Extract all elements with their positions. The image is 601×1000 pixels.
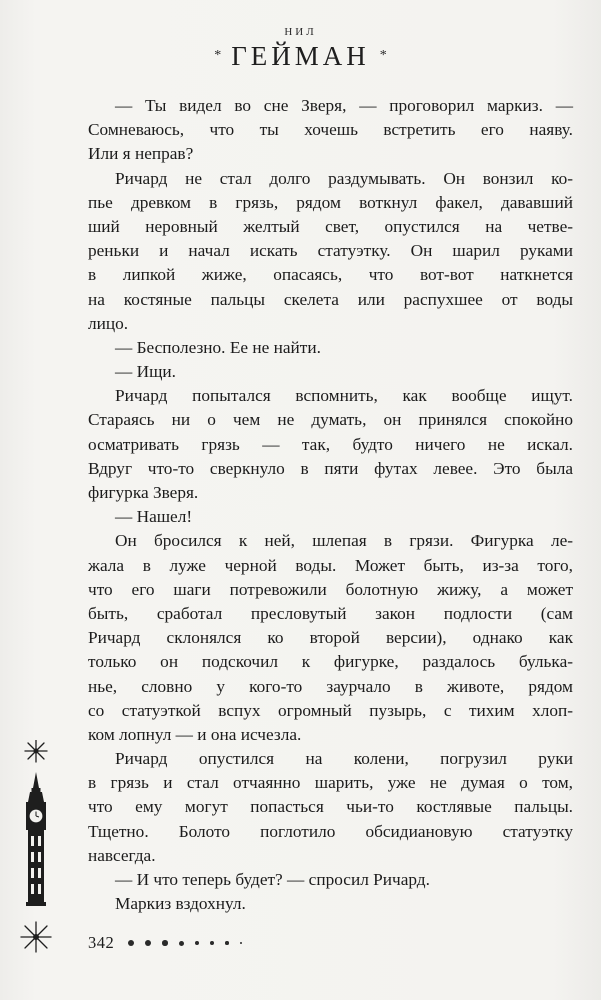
- dot-icon: [179, 941, 184, 946]
- text-line: Ричард опустился на колени, погрузил руки: [115, 749, 573, 769]
- text-line: Или я неправ?: [88, 144, 194, 164]
- text-line: — Нашел!: [115, 507, 193, 527]
- text-line: ший неровный желтый свет, опустился на четве-: [88, 216, 573, 236]
- text-line: Сомневаюсь, что ты хочешь встретить его наяву.: [88, 120, 573, 140]
- text-line: лицо.: [88, 313, 129, 333]
- text-line: Ричард склонялся ко второй версии), однако как: [88, 628, 573, 648]
- text-line: Маркиз вздохнул.: [115, 894, 246, 914]
- text-line: пье древком в грязь, рядом воткнул факел, дававший: [88, 192, 573, 212]
- text-line: — Ты видел во сне Зверя, — проговорил маркиз. —: [115, 96, 573, 115]
- dot-icon: [145, 940, 151, 946]
- dot-icon: [210, 941, 214, 945]
- text-line: реньки и начал искать статуэтку. Он шарил руками: [88, 241, 573, 261]
- text-line: со статуэткой вспух огромный пузырь, с тихим хлоп-: [88, 700, 573, 720]
- page-footer: [88, 933, 242, 953]
- text-line: жала в луже черной воды. Может быть, из-за того,: [88, 555, 573, 575]
- page-number: 342: [88, 933, 115, 952]
- text-line: на костяные пальцы скелета или распухшее от воды: [88, 289, 573, 309]
- text-line: — Ищи.: [115, 362, 176, 382]
- star-right-icon: *: [379, 48, 387, 63]
- dot-icon: [128, 940, 134, 946]
- text-line: Он бросился к ней, шлепая в грязи. Фигурка ле-: [115, 531, 573, 551]
- text-line: — Бесполезно. Ее не найти.: [115, 337, 321, 357]
- text-line: — И что теперь будет? — спросил Ричард.: [115, 870, 430, 889]
- text-line: навсегда.: [88, 845, 156, 865]
- author-last-name-row: [0, 40, 601, 72]
- body-text: [88, 94, 573, 916]
- text-line: Ричард не стал долго раздумывать. Он вонзил ко-: [115, 168, 573, 188]
- big-ben-tower-icon: [16, 740, 56, 980]
- text-line: ком лопнул — и она исчезла.: [88, 724, 302, 744]
- text-line: Стараясь ни о чем не думать, он принялся спокойно: [88, 410, 573, 430]
- dot-icon: [195, 941, 200, 946]
- text-line: что его шаги потревожили болотную жижу, а может: [88, 579, 573, 599]
- running-header: [0, 26, 601, 72]
- text-line: в липкой жиже, опасаясь, что вот-вот наткнется: [88, 265, 573, 285]
- text-line: что ему могут попасться чьи-то костлявые пальцы.: [88, 797, 573, 817]
- author-last-name: ГЕЙМАН: [231, 41, 370, 71]
- text-line: в грязь и стал отчаянно шарить, уже не думая о том,: [88, 773, 573, 793]
- text-line: нье, словно у кого-то заурчало в животе, рядом: [88, 676, 573, 696]
- dot-icon: [240, 942, 243, 945]
- text-line: только он подскочил к фигурке, раздалось булька-: [88, 652, 573, 672]
- text-line: Вдруг что-то сверкнуло в пяти футах левее. Это была: [88, 458, 573, 478]
- text-line: Тщетно. Болото поглотило обсидиановую статуэтку: [88, 821, 573, 841]
- text-line: Ричард попытался вспомнить, как вообще ищут.: [115, 386, 573, 406]
- text-line: фигурка Зверя.: [88, 483, 199, 502]
- text-line: осматривать грязь — так, будто ничего не искал.: [88, 434, 573, 454]
- dot-icon: [225, 941, 229, 945]
- author-first-name: НИЛ: [284, 26, 317, 38]
- dot-icon: [162, 940, 168, 946]
- star-left-icon: *: [214, 48, 222, 63]
- text-line: быть, сработал пресловутый закон подлости (сам: [88, 603, 573, 623]
- footer-dots-ornament: [128, 940, 242, 946]
